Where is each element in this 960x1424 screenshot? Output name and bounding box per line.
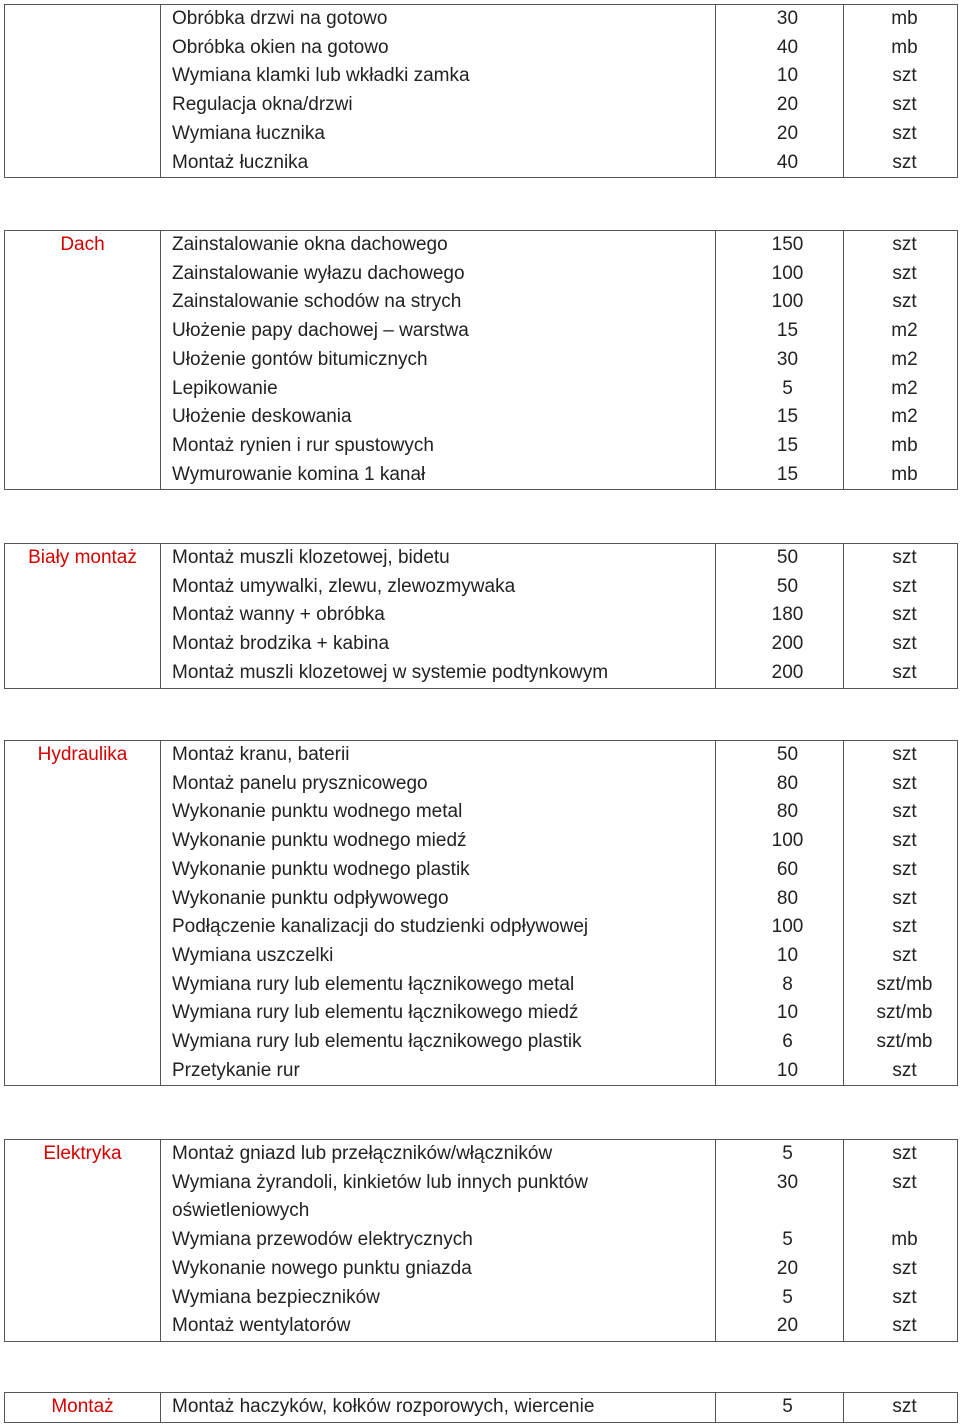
table-row	[5, 346, 958, 375]
service-name: Przetykanie rur	[161, 1057, 716, 1086]
category-cell	[5, 1255, 161, 1284]
service-name: Montaż brodzika + kabina	[161, 630, 716, 659]
price-unit: szt/mb	[844, 1028, 958, 1057]
price-value: 5	[716, 375, 844, 404]
service-name: Ułożenie papy dachowej – warstwa	[161, 317, 716, 346]
category-cell	[5, 999, 161, 1028]
price-value: 15	[716, 403, 844, 432]
category-cell	[5, 601, 161, 630]
table-row	[5, 913, 958, 942]
price-unit: szt	[844, 770, 958, 799]
service-name: Montaż muszli klozetowej w systemie podtynkowym	[161, 659, 716, 688]
table-row	[5, 971, 958, 1000]
price-value: 10	[716, 942, 844, 971]
category-cell	[5, 913, 161, 942]
category-cell	[5, 942, 161, 971]
service-name: Wykonanie punktu wodnego metal	[161, 798, 716, 827]
table-row	[5, 231, 958, 260]
price-value: 30	[716, 346, 844, 375]
price-value: 30	[716, 1169, 844, 1226]
price-value: 15	[716, 461, 844, 490]
price-unit: szt	[844, 601, 958, 630]
table-row	[5, 1312, 958, 1341]
category-cell	[5, 659, 161, 688]
service-name: Zainstalowanie okna dachowego	[161, 231, 716, 260]
category-label: Biały montaż	[5, 544, 161, 573]
table-row	[5, 1226, 958, 1255]
price-value: 15	[716, 432, 844, 461]
category-cell	[5, 1169, 161, 1226]
price-unit: szt	[844, 288, 958, 317]
price-unit: m2	[844, 375, 958, 404]
price-value: 15	[716, 317, 844, 346]
service-name: Wymiana łucznika	[161, 120, 716, 149]
category-cell	[5, 346, 161, 375]
category-cell	[5, 798, 161, 827]
price-value: 20	[716, 1312, 844, 1341]
table-row	[5, 1393, 958, 1423]
table-row	[5, 403, 958, 432]
service-name: Podłączenie kanalizacji do studzienki odpływowej	[161, 913, 716, 942]
table-row	[5, 798, 958, 827]
price-section-table	[4, 740, 958, 1086]
category-label: Dach	[5, 231, 161, 260]
price-unit: szt	[844, 1255, 958, 1284]
table-row	[5, 942, 958, 971]
price-unit: szt	[844, 1393, 958, 1423]
table-row	[5, 1140, 958, 1169]
table-row	[5, 1028, 958, 1057]
service-name: Wymiana żyrandoli, kinkietów lub innych punktów oświetleniowych	[161, 1169, 716, 1226]
service-name: Montaż panelu prysznicowego	[161, 770, 716, 799]
service-name: Montaż wanny + obróbka	[161, 601, 716, 630]
category-label: Hydraulika	[5, 741, 161, 770]
price-value: 100	[716, 913, 844, 942]
price-section-table	[4, 1392, 958, 1423]
table-row	[5, 5, 958, 34]
price-value: 40	[716, 34, 844, 63]
category-cell	[5, 630, 161, 659]
price-value: 50	[716, 544, 844, 573]
price-value: 5	[716, 1393, 844, 1423]
category-cell	[5, 971, 161, 1000]
price-value: 80	[716, 885, 844, 914]
price-value: 150	[716, 231, 844, 260]
price-unit: szt/mb	[844, 999, 958, 1028]
category-cell	[5, 432, 161, 461]
price-value: 6	[716, 1028, 844, 1057]
price-section-table	[4, 543, 958, 689]
category-cell	[5, 573, 161, 602]
service-name: Zainstalowanie wyłazu dachowego	[161, 260, 716, 289]
service-name: Wykonanie punktu wodnego plastik	[161, 856, 716, 885]
price-value: 8	[716, 971, 844, 1000]
service-name: Montaż muszli klozetowej, bidetu	[161, 544, 716, 573]
table-row	[5, 461, 958, 490]
service-name: Obróbka drzwi na gotowo	[161, 5, 716, 34]
service-name: Wykonanie punktu wodnego miedź	[161, 827, 716, 856]
price-unit: mb	[844, 461, 958, 490]
table-row	[5, 544, 958, 573]
category-label: Elektryka	[5, 1140, 161, 1169]
price-value: 30	[716, 5, 844, 34]
category-cell	[5, 375, 161, 404]
category-cell	[5, 91, 161, 120]
price-value: 60	[716, 856, 844, 885]
service-name: Montaż rynien i rur spustowych	[161, 432, 716, 461]
price-value: 20	[716, 1255, 844, 1284]
price-unit: szt	[844, 1057, 958, 1086]
table-row	[5, 741, 958, 770]
service-name: Montaż kranu, baterii	[161, 741, 716, 770]
service-name: Montaż umywalki, zlewu, zlewozmywaka	[161, 573, 716, 602]
service-name: Wymiana rury lub elementu łącznikowego metal	[161, 971, 716, 1000]
table-row	[5, 149, 958, 178]
price-unit: szt	[844, 120, 958, 149]
table-row	[5, 288, 958, 317]
price-value: 10	[716, 62, 844, 91]
table-row	[5, 659, 958, 688]
price-value: 80	[716, 770, 844, 799]
price-value: 100	[716, 288, 844, 317]
price-value: 40	[716, 149, 844, 178]
table-row	[5, 601, 958, 630]
price-section-table	[4, 230, 958, 490]
category-cell	[5, 827, 161, 856]
service-name: Ułożenie deskowania	[161, 403, 716, 432]
service-name: Zainstalowanie schodów na strych	[161, 288, 716, 317]
category-cell	[5, 260, 161, 289]
table-row	[5, 62, 958, 91]
table-row	[5, 91, 958, 120]
price-section-table	[4, 1139, 958, 1342]
price-section-table	[4, 4, 958, 178]
table-row	[5, 885, 958, 914]
category-cell	[5, 317, 161, 346]
category-cell	[5, 288, 161, 317]
price-unit: szt	[844, 827, 958, 856]
table-row	[5, 630, 958, 659]
service-name: Wymiana przewodów elektrycznych	[161, 1226, 716, 1255]
price-value: 100	[716, 260, 844, 289]
price-value: 10	[716, 1057, 844, 1086]
category-cell	[5, 770, 161, 799]
category-cell	[5, 461, 161, 490]
service-name: Wymiana uszczelki	[161, 942, 716, 971]
price-value: 20	[716, 91, 844, 120]
category-cell	[5, 1312, 161, 1341]
service-name: Lepikowanie	[161, 375, 716, 404]
category-cell	[5, 403, 161, 432]
service-name: Montaż wentylatorów	[161, 1312, 716, 1341]
price-unit: szt	[844, 913, 958, 942]
table-row	[5, 1284, 958, 1313]
price-unit: szt	[844, 91, 958, 120]
price-unit: szt	[844, 630, 958, 659]
table-row	[5, 770, 958, 799]
price-unit: szt	[844, 1169, 958, 1226]
service-name: Wymiana klamki lub wkładki zamka	[161, 62, 716, 91]
price-value: 10	[716, 999, 844, 1028]
price-unit: szt	[844, 260, 958, 289]
table-row	[5, 375, 958, 404]
price-unit: szt	[844, 741, 958, 770]
price-value: 5	[716, 1140, 844, 1169]
price-value: 5	[716, 1284, 844, 1313]
table-row	[5, 260, 958, 289]
price-unit: szt	[844, 1140, 958, 1169]
category-cell	[5, 1028, 161, 1057]
service-name: Montaż haczyków, kołków rozporowych, wiercenie	[161, 1393, 716, 1423]
category-cell	[5, 885, 161, 914]
price-value: 80	[716, 798, 844, 827]
price-value: 50	[716, 573, 844, 602]
table-row	[5, 827, 958, 856]
price-unit: szt	[844, 62, 958, 91]
price-unit: szt	[844, 544, 958, 573]
price-value: 5	[716, 1226, 844, 1255]
service-name: Wymiana rury lub elementu łącznikowego plastik	[161, 1028, 716, 1057]
table-row	[5, 432, 958, 461]
price-unit: szt	[844, 659, 958, 688]
category-cell	[5, 1226, 161, 1255]
price-value: 20	[716, 120, 844, 149]
service-name: Ułożenie gontów bitumicznych	[161, 346, 716, 375]
price-value: 180	[716, 601, 844, 630]
price-unit: mb	[844, 34, 958, 63]
category-cell	[5, 34, 161, 63]
table-row	[5, 856, 958, 885]
service-name: Wymurowanie komina 1 kanał	[161, 461, 716, 490]
service-name: Regulacja okna/drzwi	[161, 91, 716, 120]
price-unit: mb	[844, 432, 958, 461]
category-cell	[5, 1284, 161, 1313]
service-name: Montaż łucznika	[161, 149, 716, 178]
table-row	[5, 34, 958, 63]
price-unit: m2	[844, 346, 958, 375]
price-unit: szt	[844, 942, 958, 971]
service-name: Montaż gniazd lub przełączników/włączników	[161, 1140, 716, 1169]
service-name: Obróbka okien na gotowo	[161, 34, 716, 63]
price-value: 100	[716, 827, 844, 856]
price-unit: mb	[844, 5, 958, 34]
service-name: Wykonanie punktu odpływowego	[161, 885, 716, 914]
price-unit: szt	[844, 1312, 958, 1341]
table-row	[5, 120, 958, 149]
price-unit: szt/mb	[844, 971, 958, 1000]
price-unit: mb	[844, 1226, 958, 1255]
price-unit: m2	[844, 317, 958, 346]
table-row	[5, 317, 958, 346]
price-value: 50	[716, 741, 844, 770]
category-label: Montaż	[5, 1393, 161, 1423]
category-cell	[5, 149, 161, 178]
price-unit: szt	[844, 1284, 958, 1313]
service-name: Wymiana rury lub elementu łącznikowego miedź	[161, 999, 716, 1028]
table-row	[5, 999, 958, 1028]
price-unit: szt	[844, 856, 958, 885]
category-label	[5, 5, 161, 34]
price-unit: m2	[844, 403, 958, 432]
price-value: 200	[716, 630, 844, 659]
table-row	[5, 573, 958, 602]
table-row	[5, 1255, 958, 1284]
category-cell	[5, 62, 161, 91]
category-cell	[5, 856, 161, 885]
category-cell	[5, 1057, 161, 1086]
service-name: Wymiana bezpieczników	[161, 1284, 716, 1313]
price-unit: szt	[844, 149, 958, 178]
price-unit: szt	[844, 231, 958, 260]
price-value: 200	[716, 659, 844, 688]
price-unit: szt	[844, 885, 958, 914]
price-unit: szt	[844, 573, 958, 602]
table-row	[5, 1169, 958, 1226]
price-unit: szt	[844, 798, 958, 827]
category-cell	[5, 120, 161, 149]
service-name: Wykonanie nowego punktu gniazda	[161, 1255, 716, 1284]
table-row	[5, 1057, 958, 1086]
